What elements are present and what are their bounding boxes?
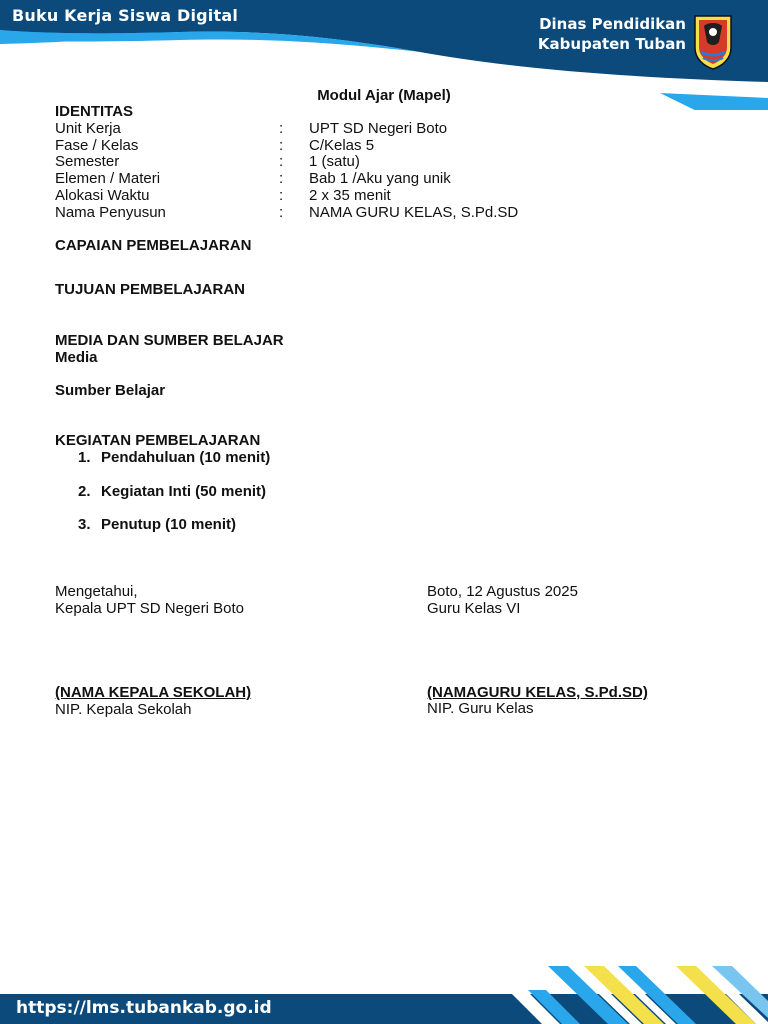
signature-left-line2: Kepala UPT SD Negeri Boto xyxy=(55,600,244,617)
identity-label: Unit Kerja xyxy=(55,120,121,137)
identity-label: Semester xyxy=(55,153,120,170)
kegiatan-item-label: Kegiatan Inti (50 menit) xyxy=(101,483,267,500)
tuban-regency-crest-icon xyxy=(692,12,734,70)
identity-value: 2 x 35 menit xyxy=(309,187,391,204)
header-left-title: Buku Kerja Siswa Digital xyxy=(12,6,239,25)
kegiatan-item-number: 1. xyxy=(78,449,91,466)
identity-label: Nama Penyusun xyxy=(55,204,166,221)
tujuan-heading: TUJUAN PEMBELAJARAN xyxy=(55,281,246,298)
signature-left-nip: NIP. Kepala Sekolah xyxy=(55,701,192,718)
identity-separator: : xyxy=(279,137,284,154)
capaian-heading: CAPAIAN PEMBELAJARAN xyxy=(55,237,252,254)
kegiatan-heading: KEGIATAN PEMBELAJARAN xyxy=(55,432,261,449)
identity-value: NAMA GURU KELAS, S.Pd.SD xyxy=(309,204,519,221)
identity-separator: : xyxy=(279,170,284,187)
signature-left-name: (NAMA KEPALA SEKOLAH) xyxy=(55,684,252,701)
header-agency-line1: Dinas Pendidikan xyxy=(539,15,686,33)
identity-separator: : xyxy=(279,153,284,170)
identity-value: UPT SD Negeri Boto xyxy=(309,120,448,137)
identity-value: 1 (satu) xyxy=(309,153,360,170)
signature-right-line1: Boto, 12 Agustus 2025 xyxy=(427,583,578,600)
kegiatan-item-label: Pendahuluan (10 menit) xyxy=(101,449,271,466)
media-heading: MEDIA DAN SUMBER BELAJAR xyxy=(55,332,284,349)
sumber-subheading: Sumber Belajar xyxy=(55,382,166,399)
kegiatan-item-label: Penutup (10 menit) xyxy=(101,516,237,533)
identity-label: Elemen / Materi xyxy=(55,170,161,187)
kegiatan-item-number: 3. xyxy=(78,516,91,533)
identity-label: Fase / Kelas xyxy=(55,137,139,154)
document-title: Modul Ajar (Mapel) xyxy=(317,87,451,104)
identity-value: Bab 1 /Aku yang unik xyxy=(309,170,451,187)
media-subheading: Media xyxy=(55,349,98,366)
identity-separator: : xyxy=(279,204,284,221)
signature-right-name: (NAMAGURU KELAS, S.Pd.SD) xyxy=(427,684,648,701)
signature-right-line2: Guru Kelas VI xyxy=(427,600,521,617)
signature-left-line1: Mengetahui, xyxy=(55,583,138,600)
header-agency-name xyxy=(538,14,686,54)
identity-heading: IDENTITAS xyxy=(55,103,134,120)
signature-right-nip: NIP. Guru Kelas xyxy=(427,700,534,717)
identity-separator: : xyxy=(279,120,284,137)
kegiatan-item-number: 2. xyxy=(78,483,91,500)
identity-value: C/Kelas 5 xyxy=(309,137,375,154)
identity-separator: : xyxy=(279,187,284,204)
footer-url-link[interactable]: https://lms.tubankab.go.id xyxy=(16,998,272,1018)
header-agency-line2: Kabupaten Tuban xyxy=(537,35,686,53)
identity-label: Alokasi Waktu xyxy=(55,187,150,204)
